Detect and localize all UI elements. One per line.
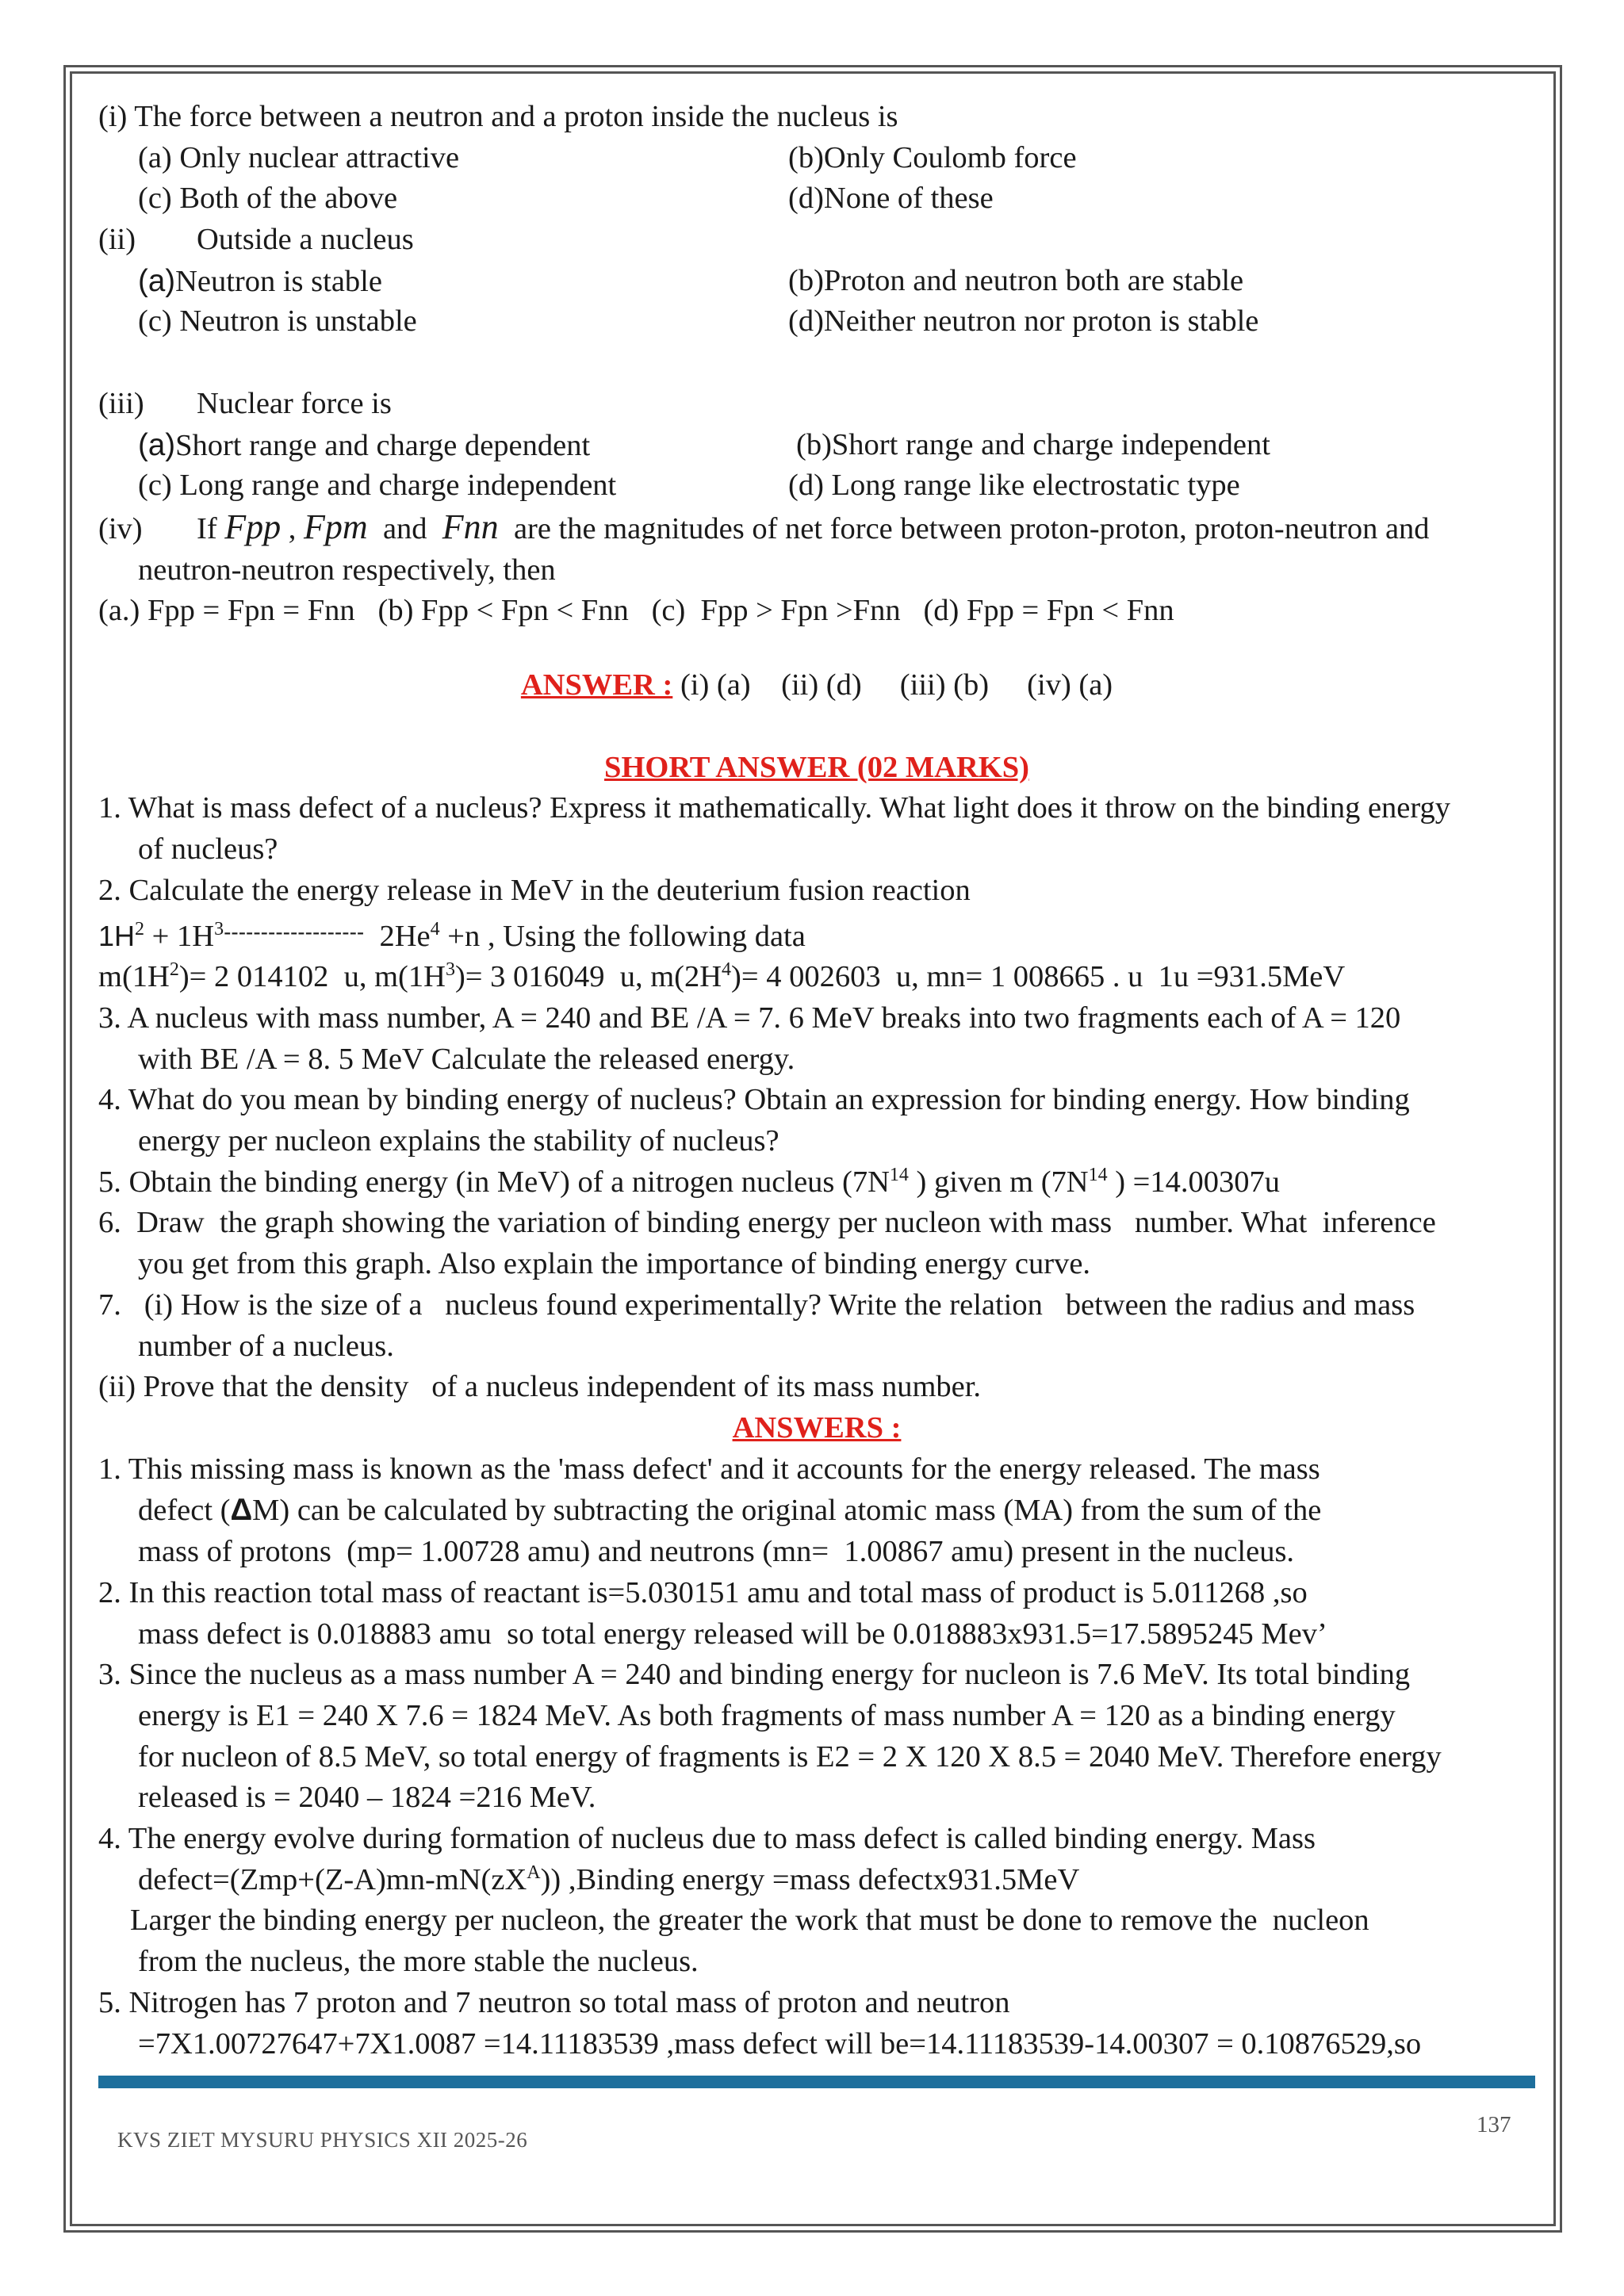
sa-q1-line-1: 1. What is mass defect of a nucleus? Express it mathematically. What light does it throw on the binding energy <box>98 791 1450 825</box>
mcq-2-stem-line <box>98 220 1535 261</box>
mcq-4-and: and <box>382 511 427 545</box>
mcq-2-option-a-text: Neutron is stable <box>175 264 382 298</box>
ans-4-formula: defect=(Zmp+(Z-A)mn-mN(zX <box>138 1862 527 1896</box>
mcq-3-stem-line <box>98 384 1535 425</box>
sa-q5-a: 5. Obtain the binding energy (in MeV) of a nitrogen nucleus (7N <box>98 1165 890 1199</box>
sa-q5-sup-1: 14 <box>889 1164 909 1185</box>
ans-2-line-2: mass defect is 0.018883 amu so total energy released will be 0.018883x931.5=17.5895245 Mev’ <box>138 1617 1327 1651</box>
mcq-2-option-c: (c) Neutron is unstable <box>138 304 417 339</box>
sa-q5-line <box>98 1162 1535 1203</box>
spacer <box>98 706 1535 748</box>
ans-4-line-2 <box>98 1860 1535 1901</box>
ans-5-line-1: 5. Nitrogen has 7 proton and 7 neutron so total mass of proton and neutron <box>98 1985 1010 2019</box>
mcq-4-stem-rest: are the magnitudes of net force between proton-proton, proton-neutron and <box>513 511 1430 545</box>
ans-3-line-3: for nucleon of 8.5 MeV, so total energy of fragments is E2 = 2 X 120 X 8.5 = 2040 MeV. Therefore energy <box>138 1739 1442 1774</box>
spacer <box>98 632 1535 665</box>
mcq-4-number: (iv) <box>98 511 143 545</box>
mcq-2-stem: Outside a nucleus <box>197 223 414 257</box>
sa-q7-line-2: number of a nucleus. <box>138 1329 394 1363</box>
eq-arrow: ------------------- <box>224 919 365 944</box>
mcq-3-option-a-mark: (a) <box>138 427 176 462</box>
mcq-1-option-a: (a) Only nuclear attractive <box>138 140 460 174</box>
ans-1-line-2-rest: M) can be calculated by subtracting the original atomic mass (MA) from the sum of the <box>252 1494 1322 1528</box>
mcq-4-options: (a.) Fpp = Fpn = Fnn (b) Fpp < Fpn < Fnn (c) Fpp > Fpn >Fnn (d) Fpp = Fpn < Fnn <box>98 594 1174 628</box>
short-answer-heading <box>98 748 1535 789</box>
mcq-4-if: If <box>197 511 217 545</box>
ans-4-line-3: Larger the binding energy per nucleon, the greater the work that must be done to remove the nucleon <box>130 1904 1369 1938</box>
sa-q4-line-2: energy per nucleon explains the stability of nucleus? <box>138 1124 779 1158</box>
mcq-2-option-d: (d)Neither neutron nor proton is stable <box>788 304 1259 339</box>
sa-q1-line-2: of nucleus? <box>138 832 278 867</box>
eq-plus-h3: + 1H <box>144 919 215 953</box>
footer-bar <box>98 2076 1535 2088</box>
sa-q7-line-3: (ii) Prove that the density of a nucleus independent of its mass number. <box>98 1370 982 1404</box>
sa-q3-line-1: 3. A nucleus with mass number, A = 240 and BE /A = 7. 6 MeV breaks into two fragments each of A = 120 <box>98 1001 1401 1035</box>
sa-q7-line-1: 7. (i) How is the size of a nucleus found experimentally? Write the relation between the radius and mass <box>98 1288 1415 1322</box>
ans-3-line-2: energy is E1 = 240 X 7.6 = 1824 MeV. As both fragments of mass number A = 120 as a binding energy <box>138 1698 1396 1732</box>
ans-5-line-2: =7X1.00727647+7X1.0087 =14.11183539 ,mass defect will be=14.11183539-14.00307 = 0.10876529,so <box>138 2026 1422 2061</box>
ans-4-sup: A <box>527 1862 541 1883</box>
mcq-3-option-d: (d) Long range like electrostatic type <box>788 469 1240 503</box>
sa-q2-line-1: 2. Calculate the energy release in MeV in the deuterium fusion reaction <box>98 873 971 907</box>
mcq-4-fpm: Fpm <box>304 507 368 546</box>
mcq-1-options-row-2 <box>98 178 1535 220</box>
delta-symbol: Δ <box>230 1493 253 1528</box>
mcq-2-options-row-1 <box>98 261 1535 302</box>
footer-text: KVS ZIET MYSURU PHYSICS XII 2025-26 <box>117 2128 528 2152</box>
mcq-answer-line <box>98 665 1535 706</box>
mcq-1-option-d: (d)None of these <box>788 182 994 216</box>
mcq-answer-label: ANSWER : <box>520 668 673 702</box>
eq-he4-sup: 4 <box>430 918 440 939</box>
mcq-answer-text: (i) (a) (ii) (d) (iii) (b) (iv) (a) <box>672 668 1113 702</box>
data-part-2: )= 2 014102 u, m(1H <box>178 960 446 994</box>
answers-heading <box>98 1408 1535 1449</box>
mcq-3-options-row-2 <box>98 465 1535 507</box>
data-part-3: )= 3 016049 u, m(2H <box>454 960 722 994</box>
data-part-4: )= 4 002603 u, mn= 1 008665 . u 1u =931.5MeV <box>731 960 1346 994</box>
data-sup-2: 3 <box>445 959 455 981</box>
mcq-4-fpp: Fpp <box>224 507 282 546</box>
short-answer-heading-text: SHORT ANSWER (02 MARKS) <box>604 750 1029 784</box>
sa-q6-line-2: you get from this graph. Also explain the importance of binding energy curve. <box>138 1247 1091 1281</box>
ans-1-line-3: mass of protons (mp= 1.00728 amu) and neutrons (mn= 1.00867 amu) present in the nucleus. <box>138 1535 1295 1569</box>
mcq-2-option-a-mark: (a) <box>138 263 176 298</box>
mcq-4-stem-line-2: neutron-neutron respectively, then <box>138 553 556 587</box>
eq-h2: 1H <box>98 919 136 952</box>
ans-4-line-1: 4. The energy evolve during formation of nucleus due to mass defect is called binding energy. Mass <box>98 1822 1316 1856</box>
mcq-3-options-row-1 <box>98 425 1535 466</box>
page-number: 137 <box>1477 2112 1511 2137</box>
sa-q2-data <box>98 957 1535 998</box>
sa-q4-line-1: 4. What do you mean by binding energy of nucleus? Obtain an expression for binding energy. How binding <box>98 1083 1410 1117</box>
data-sup-1: 2 <box>169 959 179 981</box>
mcq-4-fnn: Fnn <box>442 507 499 546</box>
mcq-2-number: (ii) <box>98 223 136 257</box>
eq-he4: 2He <box>364 919 431 953</box>
data-sup-3: 4 <box>722 959 732 981</box>
mcq-3-option-b: (b)Short range and charge independent <box>796 427 1270 461</box>
mcq-1-stem: (i) The force between a neutron and a proton inside the nucleus is <box>98 100 898 133</box>
mcq-2-option-a <box>138 261 382 303</box>
mcq-3-option-a-text: Short range and charge dependent <box>175 428 591 462</box>
eq-h3-sup: 3 <box>214 918 224 939</box>
mcq-1-option-b: (b)Only Coulomb force <box>788 140 1077 174</box>
sa-q6-line-1: 6. Draw the graph showing the variation of binding energy per nucleon with mass number. What inference <box>98 1206 1436 1240</box>
page-content <box>98 97 1535 2064</box>
sa-q2-equation <box>98 912 1535 958</box>
ans-3-line-4: released is = 2040 – 1824 =216 MeV. <box>138 1781 596 1815</box>
ans-2-line-1: 2. In this reaction total mass of reactant is=5.030151 amu and total mass of product is 5.011268 ,so <box>98 1575 1308 1609</box>
ans-1-line-1: 1. This missing mass is known as the 'mass defect' and it accounts for the energy released. The mass <box>98 1452 1320 1486</box>
sa-q3-line-2: with BE /A = 8. 5 MeV Calculate the released energy. <box>138 1042 795 1076</box>
mcq-4-comma: , <box>288 511 297 545</box>
mcq-2-option-b: (b)Proton and neutron both are stable <box>788 263 1244 297</box>
data-part-1: m(1H <box>98 960 170 994</box>
mcq-1-option-c: (c) Both of the above <box>138 182 398 216</box>
eq-h2-sup: 2 <box>135 918 145 939</box>
ans-1-line-2 <box>98 1490 1535 1532</box>
answers-heading-text: ANSWERS : <box>732 1410 902 1445</box>
mcq-3-option-a <box>138 425 590 467</box>
ans-3-line-1: 3. Since the nucleus as a mass number A = 240 and binding energy for nucleon is 7.6 MeV. Its total binding <box>98 1658 1411 1692</box>
eq-rest: +n , Using the following data <box>439 919 806 953</box>
mcq-4-stem-line <box>98 507 1535 550</box>
sa-q5-c: ) =14.00307u <box>1107 1165 1281 1199</box>
ans-4-line-4: from the nucleus, the more stable the nucleus. <box>138 1945 699 1979</box>
mcq-2-options-row-2 <box>98 301 1535 342</box>
ans-1-defect: defect ( <box>138 1494 231 1528</box>
mcq-3-stem: Nuclear force is <box>197 386 392 420</box>
mcq-1-options-row-1 <box>98 138 1535 179</box>
sa-q5-b: ) given m (7N <box>908 1165 1089 1199</box>
sa-q5-sup-2: 14 <box>1088 1164 1108 1185</box>
spacer <box>98 342 1535 384</box>
mcq-3-option-c: (c) Long range and charge independent <box>138 469 617 503</box>
mcq-3-number: (iii) <box>98 386 144 420</box>
ans-4-formula-rest: )) ,Binding energy =mass defectx931.5MeV <box>540 1862 1080 1896</box>
